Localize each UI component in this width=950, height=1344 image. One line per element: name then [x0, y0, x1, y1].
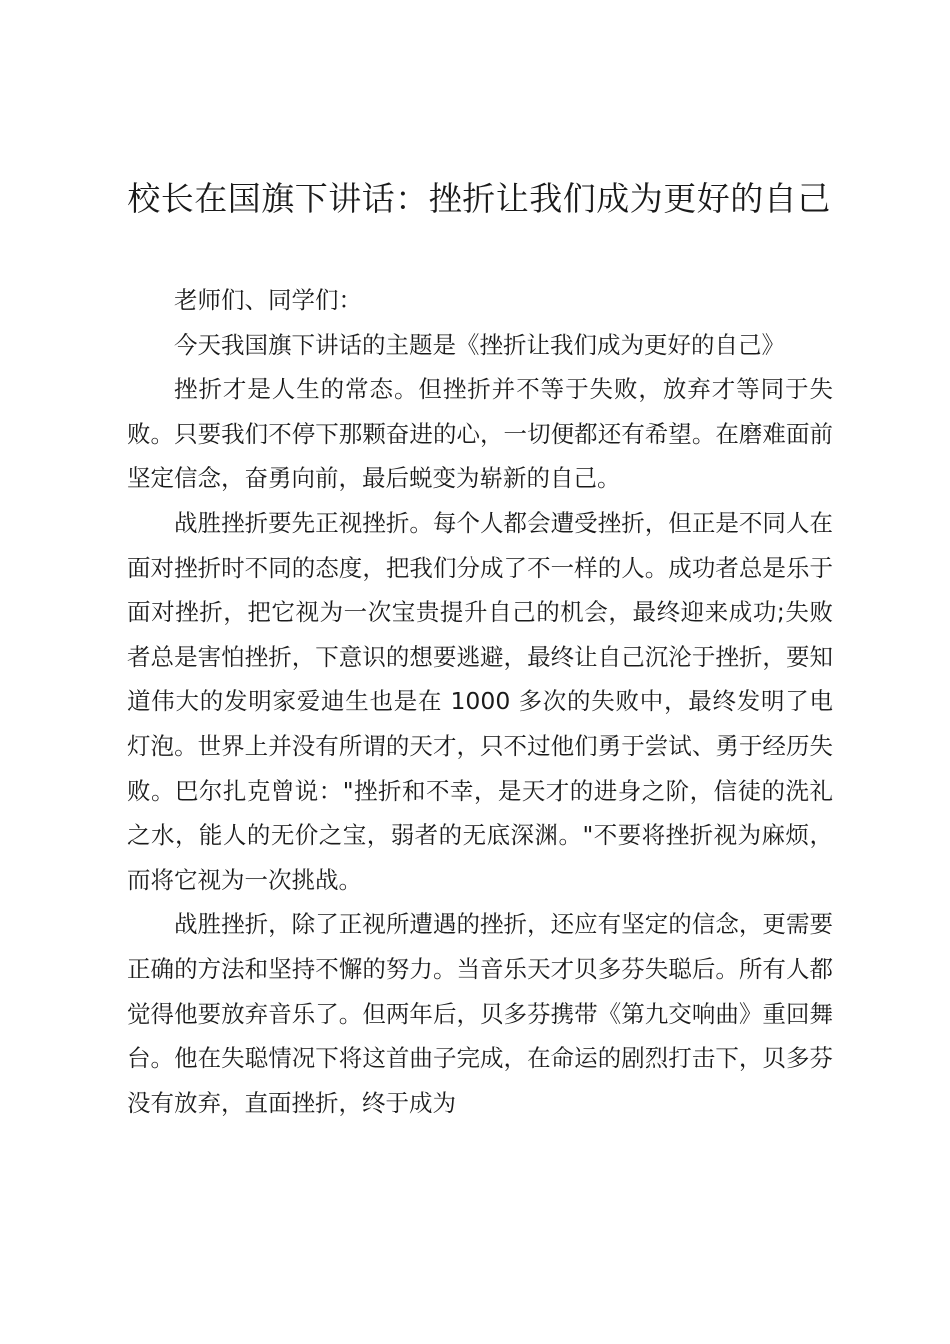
- greeting-paragraph: 老师们、同学们：: [174, 286, 362, 314]
- body-paragraph-frustration-normal: 挫折才是人生的常态。但挫折并不等于失败，放弃才等同于失败。只要我们不停下那颗奋进的心，一切便都还有希望。在磨难面前坚定信念，奋勇向前，最后蜕变为崭新的自己。: [127, 375, 833, 493]
- document-body: [127, 278, 833, 1125]
- body-paragraph-topic: 今天我国旗下讲话的主题是《挫折让我们成为更好的自己》: [174, 330, 785, 359]
- body-paragraph-beethoven: 战胜挫折，除了正视所遭遇的挫折，还应有坚定的信念，更需要正确的方法和坚持不懈的努力。当音乐天才贝多芬失聪后。所有人都觉得他要放弃音乐了。但两年后，贝多芬携带《第九交响曲》重回舞台。他在失聪情况下将这首曲子完成，在命运的剧烈打击下，贝多芬没有放弃，直面挫折，终于成为: [127, 910, 833, 1117]
- document-title: 校长在国旗下讲话：挫折让我们成为更好的自己: [127, 179, 831, 218]
- body-paragraph-face-frustration: 战胜挫折要先正视挫折。每个人都会遭受挫折，但正是不同人在面对挫折时不同的态度，把我们分成了不一样的人。成功者总是乐于面对挫折，把它视为一次宝贵提升自己的机会，最终迎来成功;失败者总是害怕挫折，下意识的想要逃避，最终让自己沉沦于挫折，要知道伟大的发明家爱迪生也是在 1000 多次的失败中，最终发明了电灯泡。世界上并没有所谓的天才，只不过他们勇于尝试、勇于经历失败。巴尔扎克曾说："挫折和不幸，是天才的进身之阶，信徒的洗礼之水，能人的无价之宝，弱者的无底深渊。"不要将挫折视为麻烦，而将它视为一次挑战。: [127, 508, 833, 894]
